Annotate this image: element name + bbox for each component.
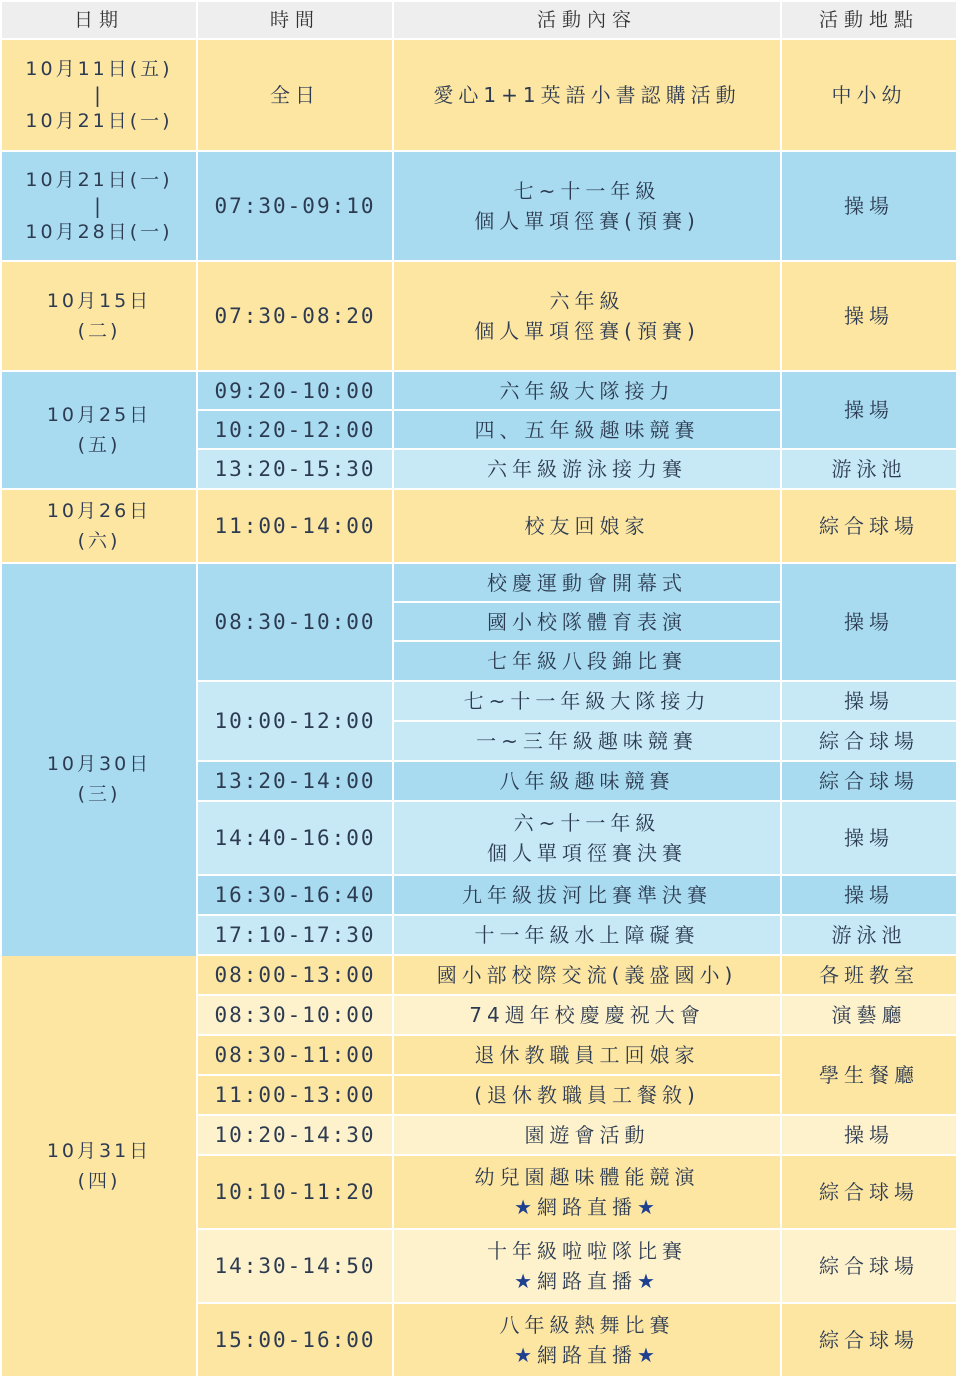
date-cell — [2, 372, 198, 490]
time-cell: 16:30-16:40 — [198, 876, 394, 916]
activity-cell: 校友回娘家 — [394, 490, 782, 564]
location-cell: 綜合球場 — [782, 1156, 958, 1230]
activity-cell — [394, 1156, 782, 1230]
activity-cell — [394, 262, 782, 372]
time-cell: 全日 — [198, 40, 394, 152]
date-cell — [2, 564, 198, 996]
star-icon: ★ — [637, 1269, 660, 1293]
activity-cell — [394, 802, 782, 876]
date-cell — [2, 262, 198, 372]
activity-cell: 園遊會活動 — [394, 1116, 782, 1156]
date-day: 10月30日 — [46, 753, 152, 775]
activity-cell: 國小部校際交流(義盛國小) — [394, 956, 782, 996]
time-cell: 08:30-10:00 — [198, 564, 394, 682]
time-cell: 08:00-13:00 — [198, 956, 394, 996]
date-weekday: (六) — [77, 530, 121, 552]
time-cell: 09:20-10:00 — [198, 372, 394, 411]
location-cell: 操場 — [782, 564, 958, 682]
activity-cell: 校慶運動會開幕式 — [394, 564, 782, 603]
activity-line: 個人單項徑賽決賽 — [487, 841, 687, 865]
activity-cell — [394, 1304, 782, 1378]
date-weekday: (五) — [77, 434, 121, 456]
time-cell: 10:00-12:00 — [198, 682, 394, 762]
time-cell: 11:00-13:00 — [198, 1076, 394, 1116]
date-cell — [2, 40, 198, 152]
location-cell: 綜合球場 — [782, 490, 958, 564]
date-end: 10月21日(一) — [25, 110, 173, 132]
activity-cell: 愛心1+1英語小書認購活動 — [394, 40, 782, 152]
location-cell: 綜合球場 — [782, 1230, 958, 1304]
activity-cell: 十一年級水上障礙賽 — [394, 916, 782, 956]
date-start: 10月11日(五) — [25, 58, 173, 80]
date-day: 10月15日 — [46, 290, 152, 312]
time-cell: 17:10-17:30 — [198, 916, 394, 956]
date-weekday: (四) — [77, 1170, 121, 1192]
time-cell: 10:20-14:30 — [198, 1116, 394, 1156]
location-cell: 綜合球場 — [782, 762, 958, 802]
activity-cell: 74週年校慶慶祝大會 — [394, 996, 782, 1036]
location-cell: 操場 — [782, 876, 958, 916]
time-cell: 10:20-12:00 — [198, 411, 394, 450]
activity-line: 六年級 — [549, 289, 625, 313]
live-stream-label: ★網路直播★ — [514, 1195, 660, 1219]
time-cell: 10:10-11:20 — [198, 1156, 394, 1230]
location-cell: 綜合球場 — [782, 1304, 958, 1378]
date-weekday: (二) — [77, 320, 121, 342]
header-date: 日期 — [2, 2, 198, 40]
star-icon: ★ — [637, 1195, 660, 1219]
time-cell: 14:40-16:00 — [198, 802, 394, 876]
time-cell: 08:30-11:00 — [198, 1036, 394, 1076]
activity-cell: 七~十一年級大隊接力 — [394, 682, 782, 722]
activity-cell: 八年級趣味競賽 — [394, 762, 782, 802]
location-cell: 中小幼 — [782, 40, 958, 152]
activity-cell: 九年級拔河比賽準決賽 — [394, 876, 782, 916]
location-cell: 操場 — [782, 372, 958, 450]
location-cell: 各班教室 — [782, 956, 958, 996]
activity-cell: 四、五年級趣味競賽 — [394, 411, 782, 450]
header-time: 時間 — [198, 2, 394, 40]
date-day: 10月25日 — [46, 404, 152, 426]
activity-line: 六~十一年級 — [513, 811, 661, 835]
location-cell: 操場 — [782, 152, 958, 262]
date-cell — [2, 152, 198, 262]
activity-line: 個人單項徑賽(預賽) — [474, 209, 700, 233]
date-start: 10月21日(一) — [25, 169, 173, 191]
live-stream-label: ★網路直播★ — [514, 1269, 660, 1293]
time-cell: 07:30-09:10 — [198, 152, 394, 262]
date-range-separator: | — [94, 83, 104, 107]
date-end: 10月28日(一) — [25, 221, 173, 243]
date-day: 10月31日 — [46, 1140, 152, 1162]
time-cell: 11:00-14:00 — [198, 490, 394, 564]
star-icon: ★ — [514, 1195, 537, 1219]
activity-cell — [394, 152, 782, 262]
time-cell: 13:20-14:00 — [198, 762, 394, 802]
location-cell: 操場 — [782, 682, 958, 722]
activity-line: 幼兒園趣味體能競演 — [474, 1165, 700, 1189]
star-icon: ★ — [637, 1343, 660, 1367]
activity-cell: 國小校隊體育表演 — [394, 603, 782, 642]
location-cell: 游泳池 — [782, 916, 958, 956]
date-cell — [2, 956, 198, 1378]
time-cell: 14:30-14:50 — [198, 1230, 394, 1304]
activity-line: 八年級熱舞比賽 — [499, 1313, 675, 1337]
time-cell: 15:00-16:00 — [198, 1304, 394, 1378]
header-content: 活動內容 — [394, 2, 782, 40]
activity-cell: 一~三年級趣味競賽 — [394, 722, 782, 762]
activity-line: 個人單項徑賽(預賽) — [474, 319, 700, 343]
location-cell: 操場 — [782, 802, 958, 876]
activity-line: 七~十一年級 — [513, 179, 661, 203]
star-icon: ★ — [514, 1343, 537, 1367]
time-cell: 13:20-15:30 — [198, 450, 394, 490]
activity-cell: 六年級游泳接力賽 — [394, 450, 782, 490]
location-cell: 操場 — [782, 262, 958, 372]
activity-cell: 七年級八段錦比賽 — [394, 642, 782, 682]
activity-cell: 六年級大隊接力 — [394, 372, 782, 411]
date-day: 10月26日 — [46, 500, 152, 522]
activity-line: 十年級啦啦隊比賽 — [487, 1239, 687, 1263]
location-cell: 操場 — [782, 1116, 958, 1156]
date-weekday: (三) — [77, 783, 121, 805]
location-cell: 演藝廳 — [782, 996, 958, 1036]
date-range-separator: | — [94, 194, 104, 218]
activity-cell: (退休教職員工餐敘) — [394, 1076, 782, 1116]
time-cell: 08:30-10:00 — [198, 996, 394, 1036]
activity-cell — [394, 1230, 782, 1304]
date-cell — [2, 490, 198, 564]
location-cell: 游泳池 — [782, 450, 958, 490]
activity-cell: 退休教職員工回娘家 — [394, 1036, 782, 1076]
header-location: 活動地點 — [782, 2, 958, 40]
time-cell: 07:30-08:20 — [198, 262, 394, 372]
location-cell: 綜合球場 — [782, 722, 958, 762]
star-icon: ★ — [514, 1269, 537, 1293]
schedule-table — [2, 2, 958, 1368]
live-stream-label: ★網路直播★ — [514, 1343, 660, 1367]
location-cell: 學生餐廳 — [782, 1036, 958, 1116]
